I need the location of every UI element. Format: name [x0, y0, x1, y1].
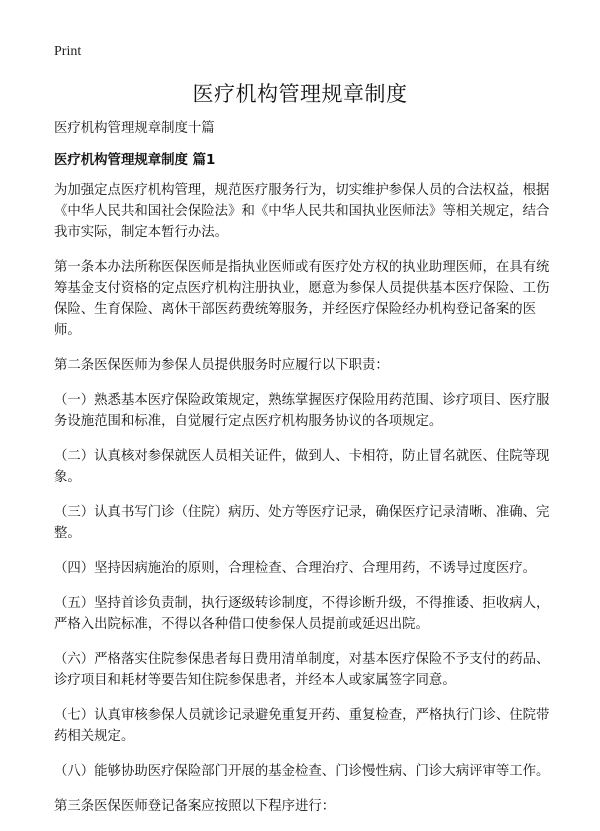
paragraph-article-3: 第三条医保医师登记备案应按照以下程序进行： [54, 799, 336, 814]
paragraph-item-7: （七）认真审核参保人员就诊记录避免重复开药、重复检查，严格执行门诊、住院带药相关规定。 [54, 708, 550, 744]
paragraph-item-1: （一）熟悉基本医疗保险政策规定，熟练掌握医疗保险用药范围、诊疗项目、医疗服务设施范围和标准，自觉履行定点医疗机构服务协议的各项规定。 [54, 393, 550, 429]
paragraph-item-4: （四）坚持因病施治的原则，合理检查、合理治疗、合理用药，不诱导过度医疗。 [54, 561, 537, 576]
paragraph-article-2: 第二条医保医师为参保人员提供服务时应履行以下职责： [54, 358, 389, 373]
paragraph-intro: 为加强定点医疗机构管理，规范医疗服务行为，切实维护参保人员的合法权益，根据《中华人民共和国社会保险法》和《中华人民共和国执业医师法》等相关规定，结合我市实际，制定本暂行办法。 [54, 183, 550, 240]
paragraph-item-2: （二）认真核对参保就医人员相关证件，做到人、卡相符，防止冒名就医、住院等现象。 [54, 449, 550, 485]
paragraph-item-5: （五）坚持首诊负责制，执行逐级转诊制度，不得诊断升级，不得推诿、拒收病人，严格入出院标准，不得以各种借口使参保人员提前或延迟出院。 [54, 596, 550, 632]
print-link[interactable]: Print [54, 44, 82, 59]
document-body [54, 118, 554, 831]
paragraph-item-3: （三）认真书写门诊（住院）病历、处方等医疗记录，确保医疗记录清晰、准确、完整。 [54, 505, 550, 541]
paragraph-item-8: （八）能够协助医疗保险部门开展的基金检查、门诊慢性病、门诊大病评审等工作。 [54, 764, 550, 779]
document-subtitle: 医疗机构管理规章制度十篇 [54, 121, 215, 136]
paragraph-article-1: 第一条本办法所称医保医师是指执业医师或有医疗处方权的执业助理医师，在具有统筹基金支付资格的定点医疗机构注册执业，愿意为参保人员提供基本医疗保险、工伤保险、生育保险、离休干部医药费统筹服务，并经医疗保险经办机构登记备案的医师。 [54, 260, 550, 338]
section-heading: 医疗机构管理规章制度 篇1 [54, 153, 216, 168]
document-title: 医疗机构管理规章制度 [192, 82, 408, 106]
paragraph-item-6: （六）严格落实住院参保患者每日费用清单制度，对基本医疗保险不予支付的药品、诊疗项目和耗材等要告知住院参保患者，并经本人或家属签字同意。 [54, 652, 550, 688]
